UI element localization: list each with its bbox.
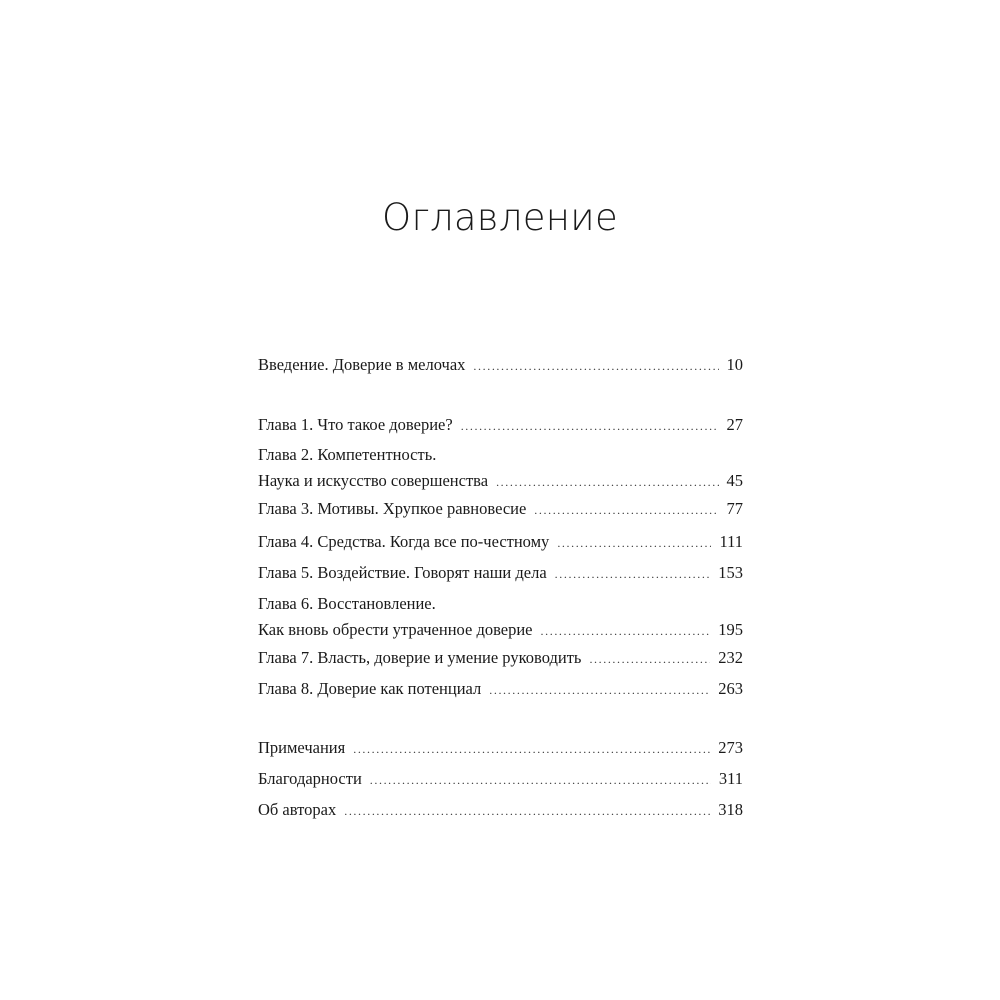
toc-entry-chapter-8[interactable]: [258, 678, 743, 700]
toc-entry-label: Благодарности: [258, 769, 362, 788]
dot-leader: [557, 532, 711, 554]
dot-leader: [489, 679, 710, 701]
toc-entry-page: 263: [718, 679, 743, 698]
toc-entry-chapter-5[interactable]: [258, 562, 743, 584]
toc-entry-label: Глава 7. Власть, доверие и умение руководить: [258, 648, 582, 667]
toc-entry-label: Глава 5. Воздействие. Говорят наши дела: [258, 563, 547, 582]
toc-entry-chapter-6[interactable]: [258, 593, 743, 645]
dot-leader: [541, 620, 711, 642]
toc-entry-chapter-7[interactable]: [258, 647, 743, 669]
toc-entry-page: 45: [726, 471, 743, 490]
toc-entry-introduction[interactable]: [258, 354, 743, 376]
toc-entry-label: Глава 4. Средства. Когда все по-честному: [258, 532, 550, 551]
toc-entry-label: Наука и искусство совершенства: [258, 471, 489, 490]
toc-entry-page: 311: [718, 769, 743, 788]
toc-entry-page: 27: [726, 415, 743, 434]
dot-leader: [534, 499, 718, 521]
toc-entry-page: 111: [719, 532, 743, 551]
toc-entry-page: 232: [718, 648, 743, 667]
toc-entry-label: Как вновь обрести утраченное доверие: [258, 620, 533, 639]
toc-entry-title-line: Глава 2. Компетентность.: [258, 445, 437, 464]
toc-entry-chapter-1[interactable]: [258, 414, 743, 436]
toc-entry-label: Об авторах: [258, 800, 337, 819]
toc-entry-label: Глава 8. Доверие как потенциал: [258, 679, 482, 698]
toc-entry-label: Глава 3. Мотивы. Хрупкое равновесие: [258, 499, 527, 518]
toc-entry-page: 273: [718, 738, 743, 757]
toc-entry-chapter-3[interactable]: [258, 498, 743, 520]
toc-entry-notes[interactable]: [258, 737, 743, 759]
dot-leader: [344, 800, 710, 822]
toc-entry-chapter-2[interactable]: [258, 444, 743, 496]
dot-leader: [496, 471, 718, 493]
toc-entry-label: Глава 1. Что такое доверие?: [258, 415, 453, 434]
dot-leader: [555, 563, 711, 585]
toc-entry-page: 77: [726, 499, 743, 518]
toc-entry-page: 195: [718, 620, 743, 639]
dot-leader: [589, 648, 710, 670]
toc-entry-label: Введение. Доверие в мелочах: [258, 355, 466, 374]
toc-entry-acknowledgments[interactable]: [258, 768, 743, 790]
toc-entry-page: 318: [718, 800, 743, 819]
dot-leader: [461, 415, 719, 437]
toc-entry-label: Примечания: [258, 738, 346, 757]
toc-entry-chapter-4[interactable]: [258, 531, 743, 553]
toc-entry-title-line: Глава 6. Восстановление.: [258, 594, 436, 613]
page-title: Оглавление: [381, 196, 619, 239]
toc-entry-about-authors[interactable]: [258, 799, 743, 821]
dot-leader: [473, 355, 718, 377]
toc-entry-page: 153: [718, 563, 743, 582]
dot-leader: [370, 769, 711, 791]
dot-leader: [353, 738, 710, 760]
toc-entry-page: 10: [726, 355, 743, 374]
